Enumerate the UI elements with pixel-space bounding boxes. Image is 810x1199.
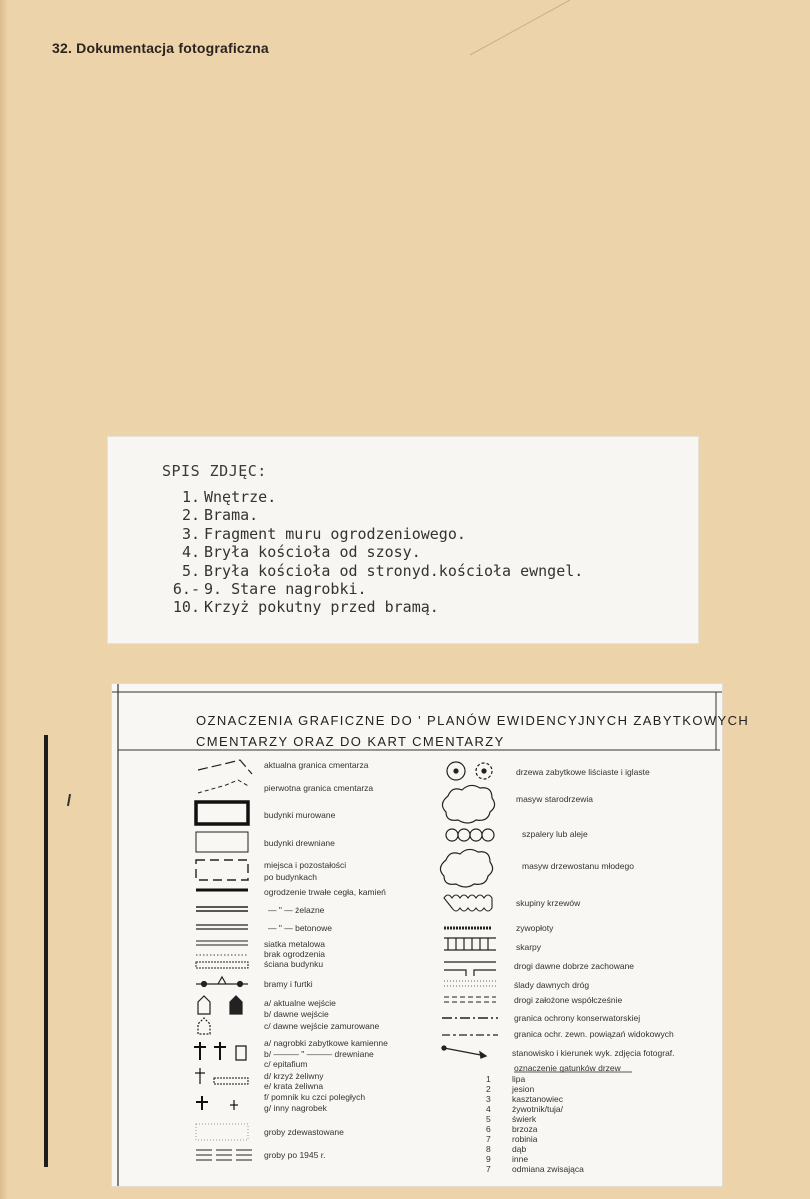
legend-label: po budynkach xyxy=(264,872,317,882)
legend-label: stanowisko i kierunek wyk. zdjęcia fotograf. xyxy=(512,1048,675,1058)
tombstone-symbols xyxy=(194,1042,248,1110)
species-name: żywotnik/tuja/ xyxy=(512,1104,564,1114)
legend-label: brak ogrodzenia xyxy=(264,949,325,959)
monument-trees-symbol xyxy=(447,762,492,780)
legend-label: budynki murowane xyxy=(264,810,336,820)
species-number: 7 xyxy=(486,1164,491,1174)
species-number: 2 xyxy=(486,1084,491,1094)
species-number: 1 xyxy=(486,1074,491,1084)
legend-label: ściana budynku xyxy=(264,959,324,969)
photo-position-symbol xyxy=(442,1046,486,1058)
list-item: 10. Krzyż pokutny przed bramą. xyxy=(172,598,439,617)
shrubs-symbol xyxy=(444,895,492,911)
species-name: dąb xyxy=(512,1144,527,1154)
margin-mark xyxy=(67,794,71,806)
legend-label: skarpy xyxy=(516,942,542,952)
legend-label: szpalery lub aleje xyxy=(522,829,588,839)
species-number: 3 xyxy=(486,1094,491,1104)
photo-list-title: SPIS ZDJĘC: xyxy=(162,462,267,480)
legend-label: bramy i furtki xyxy=(264,979,313,989)
mesh-fence-symbol xyxy=(196,941,248,945)
legend-label: c/ dawne wejście zamurowane xyxy=(264,1021,380,1031)
list-item: 5. Bryła kościoła od stronyd.kościoła ewngel. xyxy=(181,561,584,580)
remains-symbol xyxy=(196,860,248,880)
old-trees-mass-symbol xyxy=(442,785,494,823)
concrete-fence-symbol xyxy=(196,925,248,929)
escarpment-symbol xyxy=(444,938,496,950)
species-number: 5 xyxy=(486,1114,491,1124)
legend-label: aktualna granica cmentarza xyxy=(264,760,369,770)
species-name: jesion xyxy=(512,1084,535,1094)
species-name: kasztanowiec xyxy=(512,1094,564,1104)
brick-building-symbol xyxy=(196,802,248,824)
legend-label: drzewa zabytkowe liściaste i iglaste xyxy=(516,767,650,777)
legend-label: g/ inny nagrobek xyxy=(264,1103,327,1113)
list-item: 4. Bryła kościoła od szosy. xyxy=(181,543,421,562)
devastated-graves-symbol xyxy=(196,1124,248,1140)
legend-label: groby zdewastowane xyxy=(264,1127,344,1137)
list-item: 2. Brama. xyxy=(181,506,259,525)
legend-label: groby po 1945 r. xyxy=(264,1150,326,1160)
alleys-symbol xyxy=(446,829,494,841)
old-roads-symbol xyxy=(444,962,496,976)
species-name: lipa xyxy=(512,1074,526,1084)
list-item: 3. Fragment muru ogrodzeniowego. xyxy=(181,524,466,543)
page-edge xyxy=(0,0,8,1199)
legend-label: skupiny krzewów xyxy=(516,898,581,908)
legend-label: d/ krzyż żeliwny xyxy=(264,1071,324,1081)
legend-label: granica ochr. zewn. powiązań widokowych xyxy=(514,1029,674,1039)
young-trees-mass-symbol xyxy=(440,849,492,887)
page-title: 32. Dokumentacja fotograficzna xyxy=(52,40,269,56)
legend-label: — " — betonowe xyxy=(268,923,332,933)
legend-label: c/ epitafium xyxy=(264,1059,308,1069)
species-number: 4 xyxy=(486,1104,491,1114)
species-name: inne xyxy=(512,1154,529,1164)
species-name: brzoza xyxy=(512,1124,538,1134)
legend-label: — " — żelazne xyxy=(268,905,325,915)
species-number: 8 xyxy=(486,1144,491,1154)
original-boundary-symbol xyxy=(198,780,250,793)
legend-label: oznaczenie gatunków drzew xyxy=(514,1063,621,1073)
page-fold-line xyxy=(470,0,610,60)
legend-label: e/ krata żeliwna xyxy=(264,1081,324,1091)
species-name: robinia xyxy=(512,1134,538,1144)
gates-symbol xyxy=(196,977,248,987)
legend-label: granica ochrony konserwatorskiej xyxy=(514,1013,641,1023)
list-item: 1. Wnętrze. xyxy=(181,488,277,506)
margin-bar xyxy=(44,735,48,1167)
entrance-symbols xyxy=(198,996,242,1034)
legend-label: f/ pomnik ku czci poległych xyxy=(264,1092,366,1102)
legend-label: b/ ——— " ——— drewniane xyxy=(264,1049,374,1059)
wooden-building-symbol xyxy=(196,832,248,852)
post1945-graves-symbol xyxy=(196,1150,252,1160)
list-item: 6.- 9. Stare nagrobki. xyxy=(172,579,367,598)
iron-fence-symbol xyxy=(196,907,248,911)
legend-label: ogrodzenie trwałe cegła, kamień xyxy=(264,887,386,897)
new-roads-symbol xyxy=(444,997,496,1002)
legend-label: miejsca i pozostałości xyxy=(264,860,347,870)
legend-label: masyw drzewostanu młodego xyxy=(522,861,634,871)
legend-label: masyw starodrzewia xyxy=(516,794,593,804)
legend-label: budynki drewniane xyxy=(264,838,335,848)
species-name: odmiana zwisająca xyxy=(512,1164,584,1174)
legend-label: a/ nagrobki zabytkowe kamienne xyxy=(264,1038,388,1048)
legend-card xyxy=(112,684,750,1186)
legend-label: b/ dawne wejście xyxy=(264,1009,329,1019)
current-boundary-symbol xyxy=(198,760,252,774)
road-traces-symbol xyxy=(444,981,496,986)
legend-label: ślady dawnych dróg xyxy=(514,980,590,990)
species-number: 7 xyxy=(486,1134,491,1144)
legend-symbols xyxy=(112,684,722,1186)
species-name: świerk xyxy=(512,1114,537,1124)
species-number: 6 xyxy=(486,1124,491,1134)
building-wall-symbol xyxy=(196,962,248,968)
legend-label: siatka metalowa xyxy=(264,939,325,949)
legend-label: zywopłoty xyxy=(516,923,554,933)
photo-list xyxy=(162,488,583,617)
legend-title: OZNACZENIA GRAFICZNE DO ' PLANÓW EWIDENCYJNYCH ZABYTKOWYCH CMENTARZY ORAZ DO KART CMENTARZY xyxy=(196,713,750,749)
legend-label: drogi założone współcześnie xyxy=(514,995,623,1005)
legend-label: pierwotna granica cmentarza xyxy=(264,783,374,793)
species-number: 9 xyxy=(486,1154,491,1164)
legend-label: drogi dawne dobrze zachowane xyxy=(514,961,635,971)
legend-label: a/ aktualne wejście xyxy=(264,998,336,1008)
